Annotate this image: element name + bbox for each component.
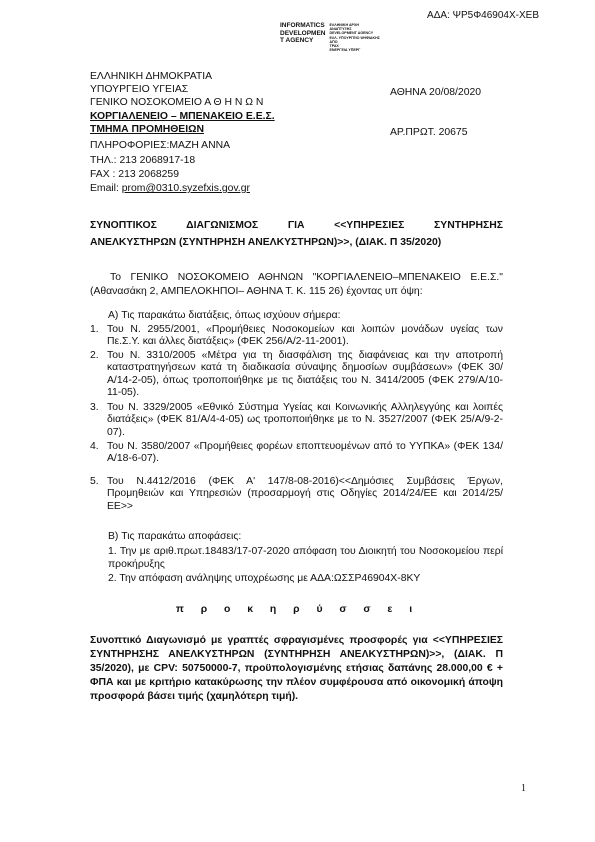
document-date: ΑΘΗΝΑ 20/08/2020 (390, 87, 482, 98)
law-number: 2. (90, 350, 99, 361)
protocol-number: ΑΡ.ΠΡΩΤ. 20675 (390, 127, 468, 138)
law-number: 4. (90, 441, 99, 452)
header-fax: FAX : 213 2068259 (90, 169, 179, 180)
header-email-row (90, 183, 250, 194)
header-country: ΕΛΛΗΝΙΚΗ ΔΗΜΟΚΡΑΤΙΑ (90, 71, 213, 82)
intro-paragraph: Το ΓΕΝΙΚΟ ΝΟΣΟΚΟΜΕΙΟ ΑΘΗΝΩΝ "ΚΟΡΓΙΑΛΕΝΕΙΟ–ΜΠΕΝΑΚΕΙΟ Ε.Ε.Σ." (Αθανασάκη 2, ΑΜΠΕΛΟΚΗΠΟΙ– ΑΘΗΝΑ Τ. Κ. 115 26) έχοντας υπ όψη: (90, 272, 503, 297)
stamp-sub-line: ΕΝΕΡΓΕΙΑ ΥΠΕΡΓ (329, 48, 361, 53)
law-item (90, 324, 503, 349)
stamp-main-text (280, 22, 326, 52)
header-ministry: ΥΠΟΥΡΓΕΙΟ ΥΓΕΙΑΣ (90, 84, 189, 95)
law-number: 1. (90, 324, 99, 335)
stamp-sub-line: DEVELOPMENT AGENCY (329, 31, 374, 36)
header-hospital: ΓΕΝΙΚΟ ΝΟΣΟΚΟΜΕΙΟ Α Θ Η Ν Ω Ν (90, 97, 264, 108)
header-hospital-name: ΚΟΡΓΙΑΛΕΝΕΙΟ – ΜΠΕΝΑΚΕΙΟ Ε.Ε.Σ. (90, 111, 275, 122)
header-contact-person: ΠΛΗΡΟΦΟΡΙΕΣ:ΜΑΖΗ ΑΝΝΑ (90, 140, 231, 151)
stamp-sub-line: ΤΡΑΧ (329, 44, 339, 49)
law-item (90, 476, 503, 513)
law-text: Του Ν. 3580/2007 «Προμήθειες φορέων εποπτευομένων από το ΥΥΠΚΑ» (ΦΕΚ 134/Α/18-6-07). (107, 441, 503, 465)
stamp-sub-line: ΕΛΛ. ΥΠΟΥΡΓΕΙΟ ΨΗΦΙΑΚΗΣ (329, 35, 380, 40)
tender-summary-paragraph: Συνοπτικό Διαγωνισμό με γραπτές σφραγισμένες προσφορές για <<ΥΠΗΡΕΣΙΕΣ ΣΥΝΤΗΡΗΣΗΣ ΑΝΕΛΚΥΣΤΗΡΩΝ (ΣΥΝΤΗΡΗΣΗ ΑΝΕΛΚΥΣΤΗΡΩΝ)>>, (ΔΙΑΚ. Π 35/2020), με CPV: 50750000-7, προϋπολογισμένης ετήσιας δαπάνης 28.000,00 € + ΦΠΑ και με κριτήριο κατακύρωσης την πλέον συμφέρουσα από οικονομική άποψη προσφορά βάσει τιμής (χαμηλότερη τιμή). (90, 635, 503, 702)
law-item (90, 350, 503, 400)
proclaims-heading: π ρ ο κ η ρ ύ σ σ ε ι (175, 604, 420, 615)
law-text: Του Ν.4412/2016 (ΦΕΚ Α' 147/8-08-2016)<<Δημόσιες Συμβάσεις Έργων, Προμηθειών και Υπηρεσιών (προσαρμογή στις Οδηγίες 2014/24/ΕΕ και 2014/25/ΕΕ>> (107, 476, 503, 512)
ada-code: ΑΔΑ: ΨΡ5Φ46904Χ-ΧΕΒ (427, 10, 539, 21)
law-text: Του Ν. 3329/2005 «Εθνικό Σύστημα Υγείας και Κοινωνικής Αλληλεγγύης και λοιπές διατάξεις» (ΦΕΚ 81/Α/4-4-05) ως τροποποιήθηκε με το Ν. 3527/2007 (ΦΕΚ 25/Α/9-2-07). (107, 402, 503, 438)
stamp-sub-line: ΑΠΟ (329, 39, 338, 44)
page-number: 1 (521, 783, 526, 794)
stamp-line: DEVELOPMEN (280, 29, 326, 37)
law-number: 3. (90, 402, 99, 413)
decision-1: 1. Την με αριθ.πρωτ.18483/17-07-2020 απόφαση του Διοικητή του Νοσοκομείου περί προκήρυξης (108, 546, 503, 570)
email-label: Email: (90, 183, 122, 194)
header-phone: ΤΗΛ.: 213 2068917-18 (90, 155, 196, 166)
tender-title-line2: ΑΝΕΛΚΥΣΤΗΡΩΝ (ΣΥΝΤΗΡΗΣΗ ΑΝΕΛΚΥΣΤΗΡΩΝ)>>, (ΔΙΑΚ. Π 35/2020) (90, 237, 442, 248)
decision-2: 2. Την απόφαση ανάληψης υποχρέωσης με ΑΔΑ:ΩΣΣΡ46904Χ-8ΚΥ (108, 573, 421, 584)
stamp-sub-line: ΑΝΑΠΤΥΞΗΣ (329, 27, 352, 32)
tender-title-line1: ΣΥΝΟΠΤΙΚΟΣ ΔΙΑΓΩΝΙΣΜΟΣ ΓΙΑ <<ΥΠΗΡΕΣΙΕΣ ΣΥΝΤΗΡΗΣΗΣ (90, 220, 503, 231)
stamp-line: T AGENCY (280, 37, 314, 44)
law-text: Του Ν. 3310/2005 «Μέτρα για τη διασφάλιση της διαφάνειας και την αποτροπή καταστρατηγήσεων κατά τη διαδικασία σύναψης δημοσίων συμβάσεων» (ΦΕΚ 30/Α/14-2-05), όπως τροποποιήθηκε με τις διατάξεις του Ν. 3414/2005 (ΦΕΚ 279/Α/10-11-05). (107, 350, 503, 399)
stamp-sub-line: ΕΛΛΗΝΙΚΗ ΑΡΧΗ (329, 23, 359, 27)
law-text: Του Ν. 2955/2001, «Προμήθειες Νοσοκομείων και λοιπών μονάδων υγείας των Πε.Σ.Υ. και άλλες διατάξεις» (ΦΕΚ 256/Α/2-11-2001). (107, 324, 503, 348)
section-a-heading: A) Τις παρακάτω διατάξεις, όπως ισχύουν σήμερα: (108, 310, 341, 321)
law-number: 5. (90, 476, 99, 487)
section-b-heading: B) Τις παρακάτω αποφάσεις: (108, 531, 242, 542)
stamp-sub-text (330, 22, 380, 52)
email-link[interactable]: prom@0310.syzefxis.gov.gr (121, 183, 250, 194)
law-item (90, 441, 503, 466)
stamp-line: INFORMATICS (280, 22, 325, 29)
law-item (90, 402, 503, 439)
header-department: ΤΜΗΜΑ ΠΡΟΜΗΘΕΙΩΝ (90, 124, 204, 135)
agency-stamp (280, 22, 380, 52)
